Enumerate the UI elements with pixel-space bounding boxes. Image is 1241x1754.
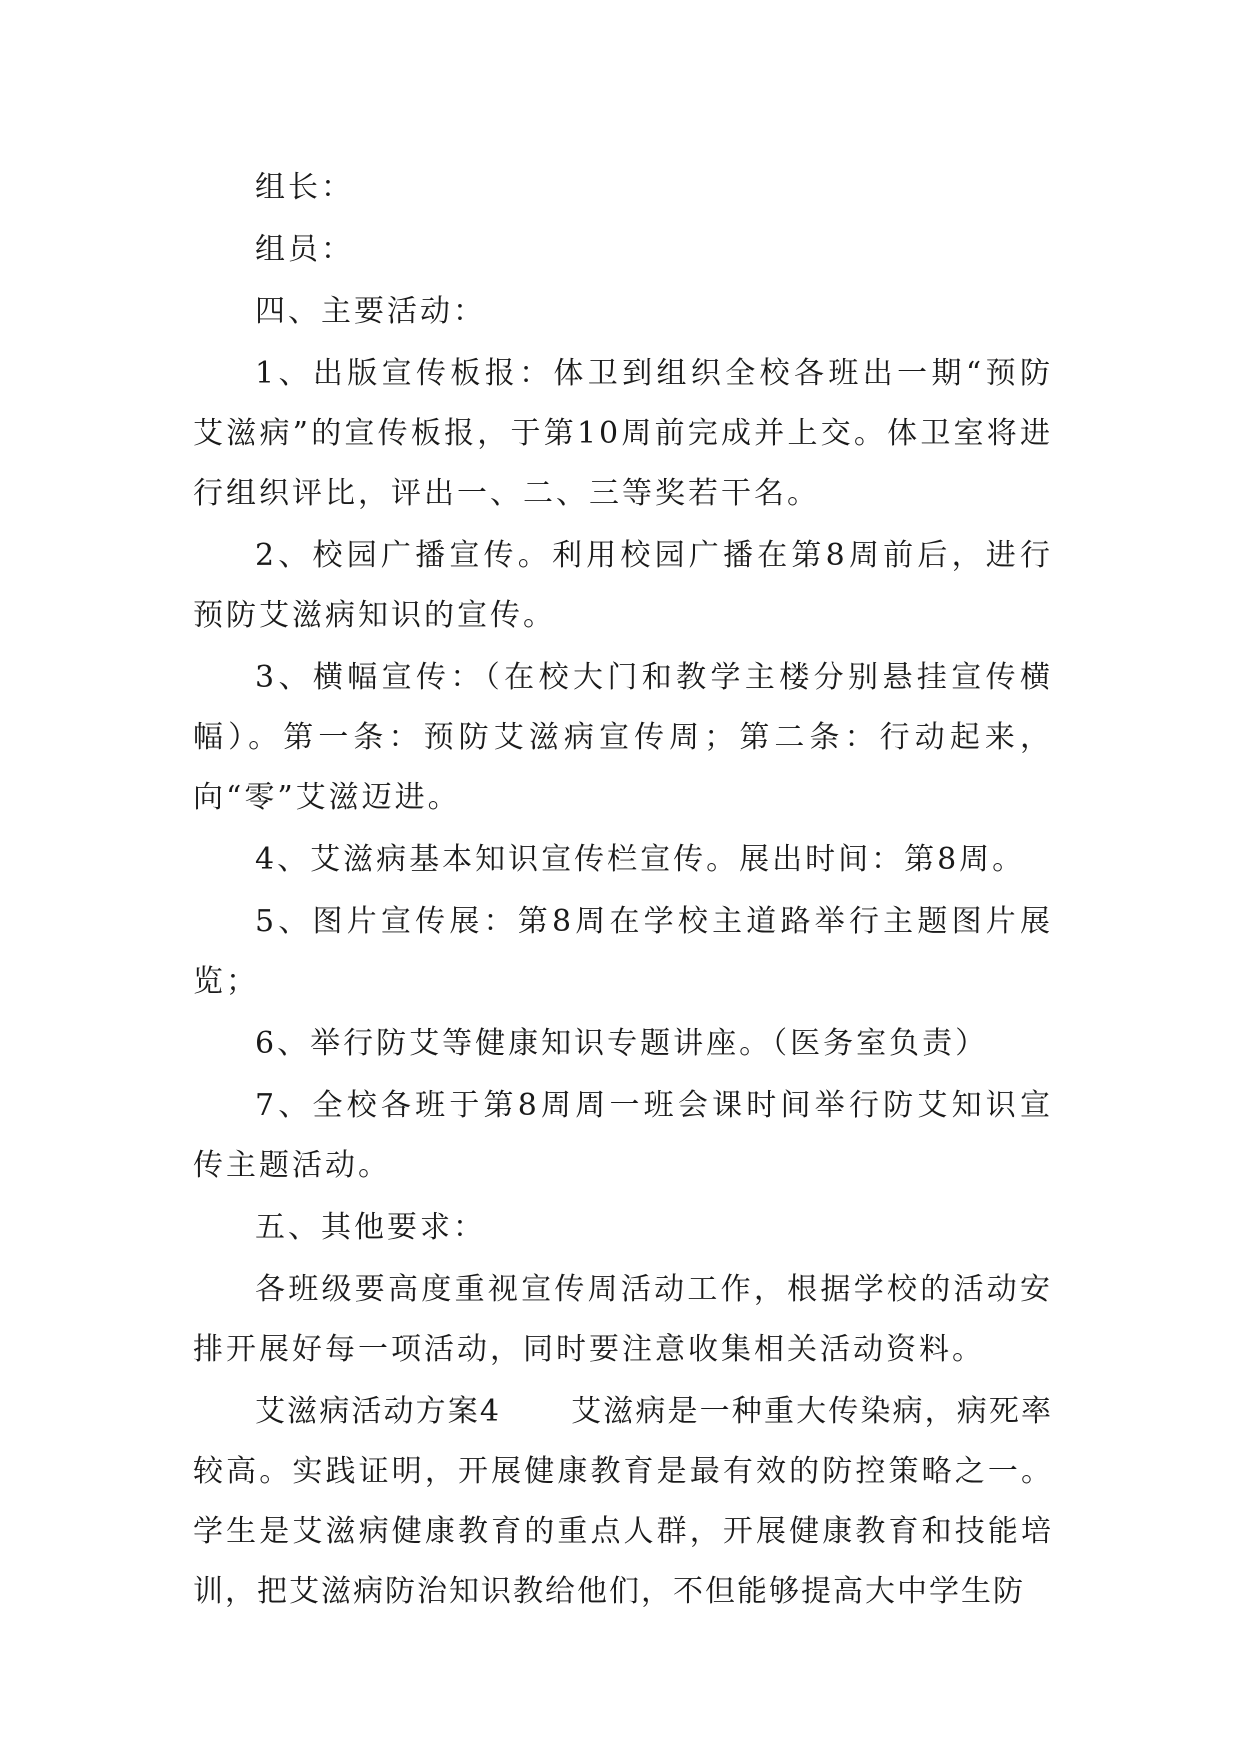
- section-heading-other-requirements: 五、其他要求：: [255, 1210, 486, 1245]
- plan4-title: 艾滋病活动方案4: [255, 1394, 502, 1429]
- requirements-paragraph: 各班级要高度重视宣传周活动工作，根据学校的活动安排开展好每一项活动，同时要注意收集相关活动资料。: [193, 1272, 1053, 1367]
- activity-item-5: 5、图片宣传展：第8周在学校主道路举行主题图片展览；: [193, 904, 1053, 999]
- plan4-body: 艾滋病是一种重大传染病，病死率较高。实践证明，开展健康教育是最有效的防控策略之一。学生是艾滋病健康教育的重点人群，开展健康教育和技能培训，把艾滋病防治知识教给他们，不但能够提高大中学生防: [193, 1394, 1053, 1609]
- activity-item-6: 6、举行防艾等健康知识专题讲座。（医务室负责）: [255, 1026, 989, 1061]
- activity-item-3: 3、横幅宣传：（在校大门和教学主楼分别悬挂宣传横幅）。第一条：预防艾滋病宣传周；第二条：行动起来，向“零”艾滋迈进。: [193, 660, 1053, 815]
- activity-item-4: 4、艾滋病基本知识宣传栏宣传。展出时间：第8周。: [255, 842, 1026, 877]
- document-body: [193, 158, 1053, 1624]
- activity-item-1: 1、出版宣传板报：体卫到组织全校各班出一期“预防艾滋病”的宣传板报，于第10周前完成并上交。体卫室将进行组织评比，评出一、二、三等奖若干名。: [193, 356, 1053, 511]
- activity-item-2: 2、校园广播宣传。利用校园广播在第8周前后，进行预防艾滋病知识的宣传。: [193, 538, 1053, 633]
- activity-item-7: 7、全校各班于第8周周一班会课时间举行防艾知识宣传主题活动。: [193, 1088, 1053, 1183]
- section-heading-main-activities: 四、主要活动：: [255, 294, 486, 329]
- plan4-paragraph: [193, 1382, 1053, 1622]
- members-line: 组员：: [255, 232, 354, 267]
- leader-line: 组长：: [255, 170, 354, 205]
